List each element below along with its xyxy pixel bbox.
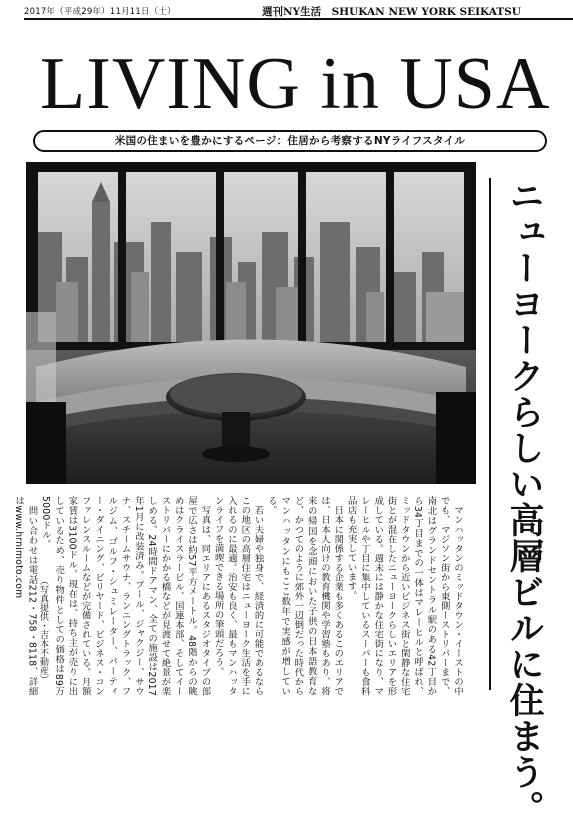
subtitle-text: 米国の住まいを豊かにするページ：住居から考察するNYライフスタイル bbox=[114, 135, 466, 147]
article-body bbox=[13, 496, 464, 696]
issue-date: 2017年（平成29年）11月11日（土） bbox=[24, 7, 176, 17]
publication-name: 週刊NY生活 SHUKAN NEW YORK SEIKATSU bbox=[262, 6, 521, 18]
subtitle-bar bbox=[33, 130, 547, 152]
section-masthead: LIVING in USA bbox=[40, 43, 551, 125]
photo-credit: （写真提供・吉本不動産） bbox=[38, 576, 48, 684]
page-header bbox=[24, 4, 573, 20]
apartment-photo bbox=[26, 162, 476, 484]
article-paragraph: 日本に関係する企業も多くあるこのエリアでは、日本人向けの教育機関や学習塾もあり、将来の帰国を念頭においた子供の日本語教育など、かつてのように郊外一辺倒だった時代からマンハッタンにもここ数年で実感が増している。 bbox=[265, 496, 344, 696]
living-room-photo bbox=[26, 162, 476, 484]
article-paragraph: 問い合わせは電話212・758・8118、詳細はwww.hrnimoto.com bbox=[13, 496, 38, 696]
article-paragraph: マンハッタンのミッドタウン・イーストの中でも、マジソン街から東側ーストリバーまで、南北はグランドセントラル駅のある42丁目から34丁目までの一体はマレーヒルと呼ばれ、ミッドタウンから近いビジネス街と閑静な住宅街とが混在したニューヨークらしいエリアを形成している。週末には静かな住宅街になり、マレーヒルや丁目に集中しているスーパーも食料品店も充実しています。 bbox=[345, 496, 463, 696]
article-paragraph: 写真は、同エリアにあるスタジオタイプの部屋で広さは約57平方メートル。48階からの眺めはクライスラービル、国連本部、そしてイーストリバーにかかる橋などが見渡せて絶景が楽しめる。24時間ドアマン、全ての施設は2017年1月に改装済み。プール、ジャクジー、サウナ、スチームサウナ、ランニングトラック、フルジム、ゴルフ・シュミレーター、パーティー・ダイニング、ビリヤード、ビジネス・コンファレンスルームなどが完備されている。月額家賃は3100ドル。現在は、持ち主が売りに出しているため、売り物件としての価格は89万5000ドル。 bbox=[39, 496, 211, 696]
article-headline: ニューヨークらしい高層ビルに住まう。 bbox=[504, 178, 545, 826]
article-paragraph: 若い夫婦や独身で、経済的に可能であるならこの地区の高層住宅はニューヨーク生活を手に入れるのに最適。治安も良く、最もマンハッタンライフを満喫できる場所の筆頭だろう。 bbox=[212, 496, 264, 696]
